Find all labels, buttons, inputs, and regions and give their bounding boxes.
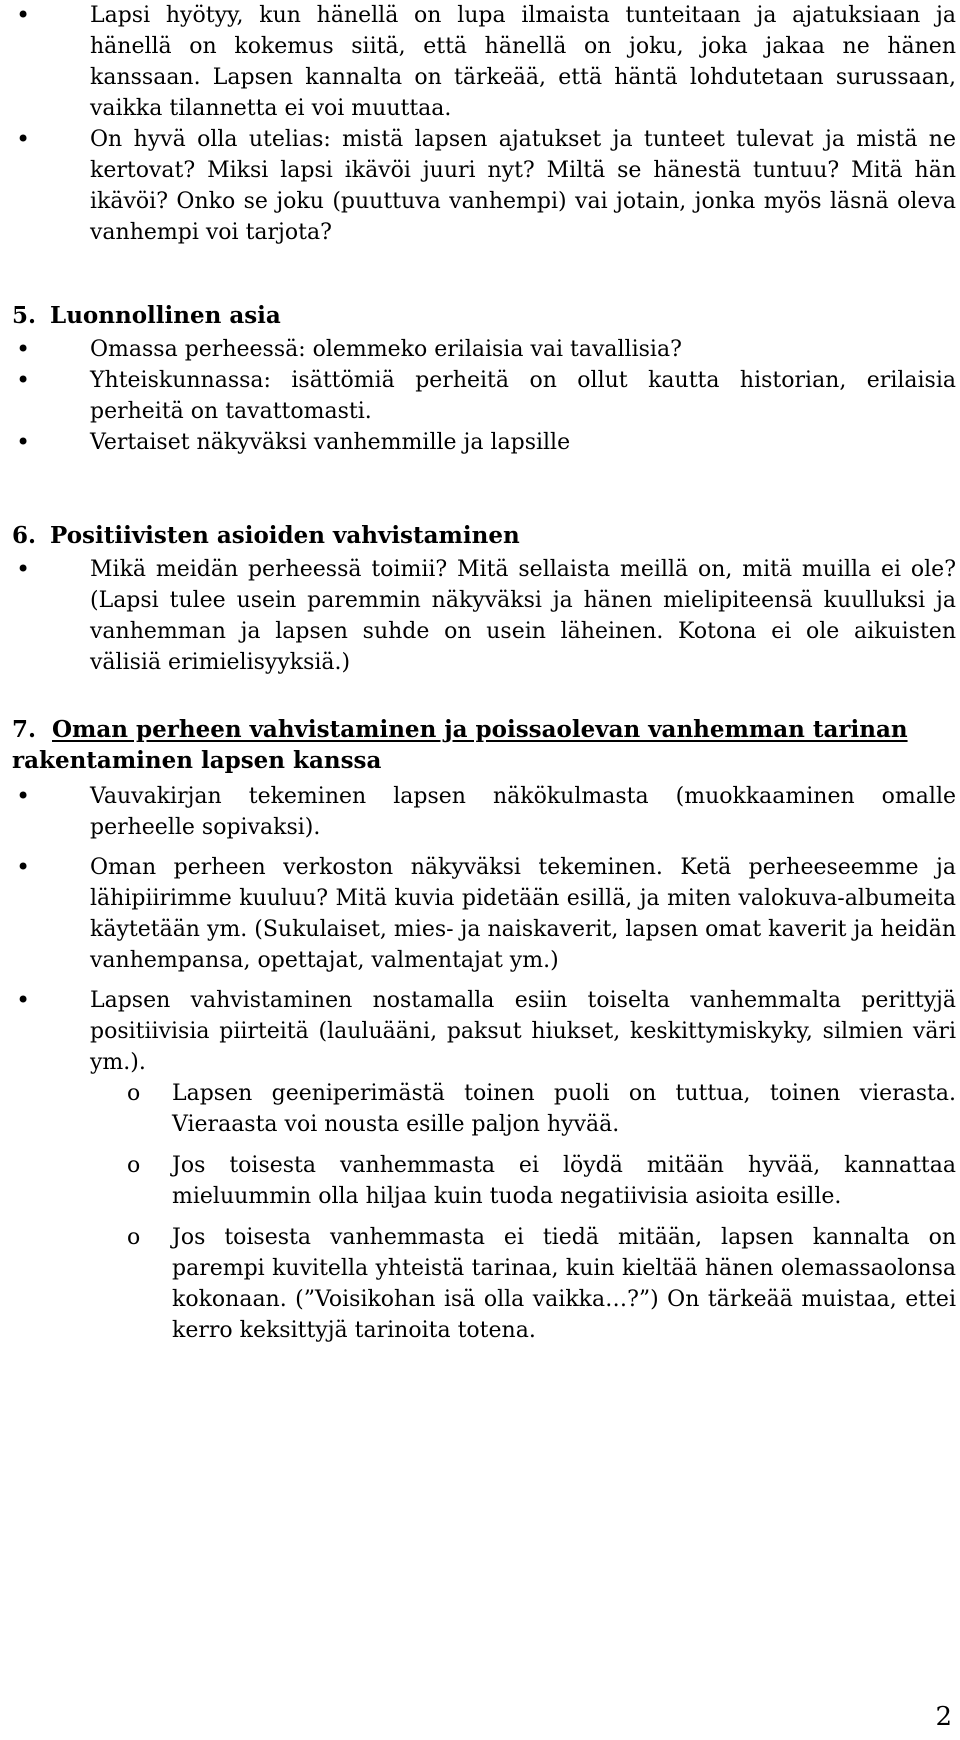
list-item: • Omassa perheessä: olemmeko erilaisia vai tavallisia? bbox=[12, 334, 956, 365]
list-item: • Vauvakirjan tekeminen lapsen näkökulmasta (muokkaaminen omalle perheelle sopivaksi). bbox=[12, 781, 956, 843]
section-number: 6. bbox=[12, 522, 37, 549]
intro-section bbox=[12, 0, 956, 248]
section-6-bullet-list bbox=[12, 554, 956, 678]
list-item: • Oman perheen verkoston näkyväksi tekeminen. Ketä perheeseemme ja lähipiirimme kuuluu? Mitä kuvia pidetään esillä, ja miten valokuva-albumeita käytetään ym. (Sukulaiset, mies- ja naiskaverit, lapsen omat kaverit ja heidän vanhempansa, opettajat, valmentajat ym.) bbox=[12, 852, 956, 976]
list-item: • Vertaiset näkyväksi vanhemmille ja lapsille bbox=[12, 427, 956, 458]
sub-list-item: o Lapsen geeniperimästä toinen puoli on tuttua, toinen vierasta. Vieraasta voi nousta esille paljon hyvää. bbox=[12, 1078, 956, 1140]
list-item: • Yhteiskunnassa: isättömiä perheitä on ollut kautta historian, erilaisia perheitä on tavattomasti. bbox=[12, 365, 956, 427]
section-title: Oman perheen vahvistaminen ja poissaolevan vanhemman tarinan bbox=[52, 716, 908, 743]
list-item: • Mikä meidän perheessä toimii? Mitä sellaista meillä on, mitä muilla ei ole? (Lapsi tulee usein paremmin näkyväksi ja hänen mielipiteensä kuulluksi ja vanhemman ja lapsen suhde on usein läheinen. Kotona ei ole aikuisten välisiä erimielisyyksiä.) bbox=[12, 554, 956, 678]
section-title: Positiivisten asioiden vahvistaminen bbox=[50, 522, 520, 549]
section-number: 5. bbox=[12, 302, 37, 329]
sub-list-item: o Jos toisesta vanhemmasta ei tiedä mitään, lapsen kannalta on parempi kuvitella yhteistä tarinaa, kuin kieltää hänen olemassaolonsa kokonaan. (”Voisikohan isä olla vaikka…?”) On tärkeää muistaa, ettei kerro keksittyjä tarinoita totena. bbox=[12, 1222, 956, 1346]
section-7-bullet-list bbox=[12, 781, 956, 1356]
list-item-text: Lapsen vahvistaminen nostamalla esiin toiselta vanhemmalta perittyjä positiivisia piirteitä (lauluääni, paksut hiukset, keskittymiskyky, silmien väri ym.). bbox=[90, 988, 956, 1075]
page-number: 2 bbox=[935, 1702, 952, 1732]
sub-list-item: o Jos toisesta vanhemmasta ei löydä mitään hyvää, kannattaa mieluummin olla hiljaa kuin tuoda negatiivisia asioita esille. bbox=[12, 1150, 956, 1212]
section-heading-7 bbox=[12, 714, 956, 776]
section-title: Luonnollinen asia bbox=[50, 302, 281, 329]
section-5-bullet-list bbox=[12, 334, 956, 458]
section-number: 7. bbox=[12, 716, 37, 743]
sub-list bbox=[90, 1078, 956, 1346]
list-item bbox=[12, 985, 956, 1346]
intro-bullet-list bbox=[12, 0, 956, 248]
section-title-continued: rakentaminen lapsen kanssa bbox=[12, 747, 382, 774]
section-heading-6 bbox=[12, 520, 956, 551]
section-heading-5 bbox=[12, 300, 956, 331]
list-item: • On hyvä olla utelias: mistä lapsen ajatukset ja tunteet tulevat ja mistä ne kertovat? Miksi lapsi ikävöi juuri nyt? Miltä se hänestä tuntuu? Mitä hän ikävöi? Onko se joku (puuttuva vanhempi) vai jotain, jonka myös läsnä oleva vanhempi voi tarjota? bbox=[12, 124, 956, 248]
list-item: • Lapsi hyötyy, kun hänellä on lupa ilmaista tunteitaan ja ajatuksiaan ja hänellä on kokemus siitä, että hänellä on joku, joka jakaa ne hänen kanssaan. Lapsen kannalta on tärkeää, että häntä lohdutetaan surussaan, vaikka tilannetta ei voi muuttaa. bbox=[12, 0, 956, 124]
